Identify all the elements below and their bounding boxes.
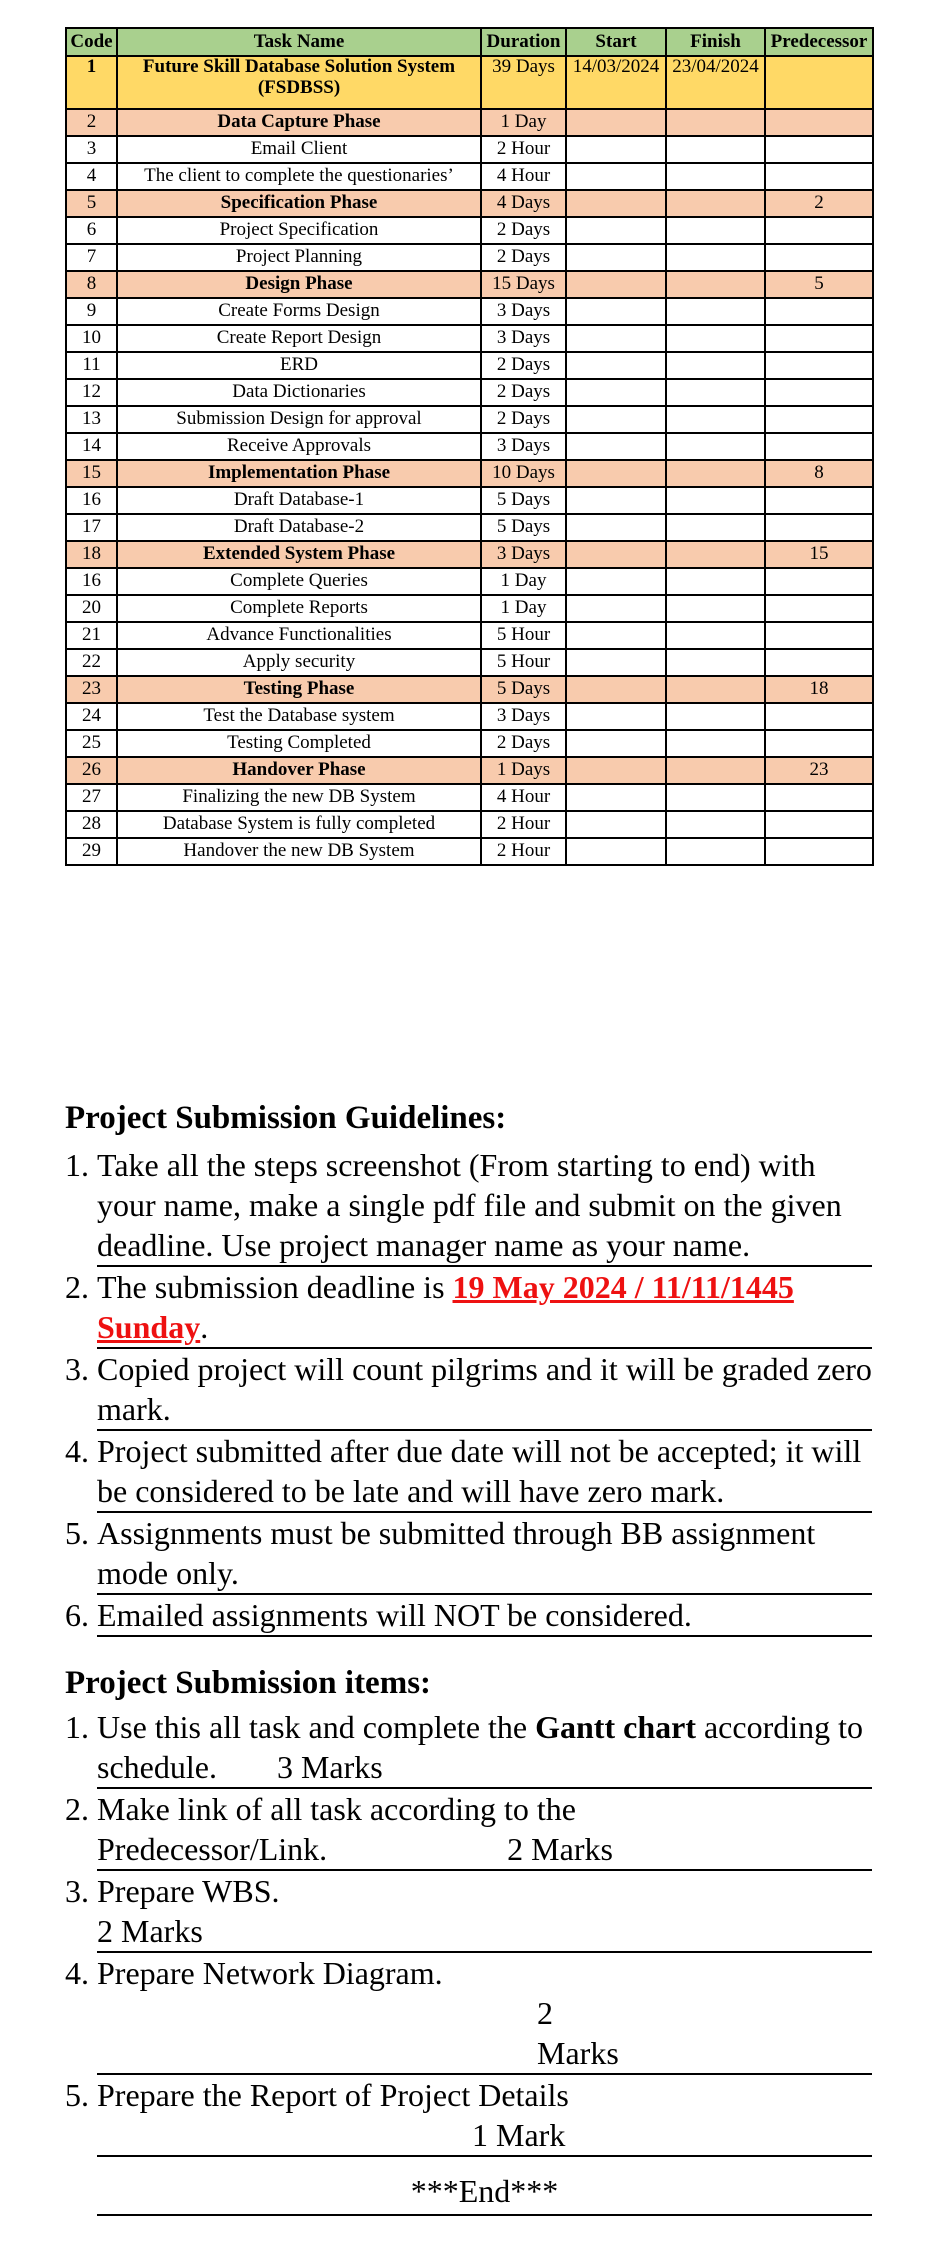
cell-start <box>566 460 666 487</box>
cell-code: 26 <box>66 757 117 784</box>
cell-task-name: Email Client <box>117 136 481 163</box>
cell-predecessor <box>765 838 873 865</box>
cell-predecessor <box>765 325 873 352</box>
deadline-highlight: 19 May 2024 / 11/11/1445 Sunday <box>97 1269 794 1345</box>
table-row <box>66 136 873 163</box>
cell-duration: 5 Hour <box>481 622 566 649</box>
cell-finish <box>666 244 765 271</box>
cell-finish <box>666 514 765 541</box>
table-row <box>66 406 873 433</box>
cell-finish <box>666 487 765 514</box>
cell-finish <box>666 298 765 325</box>
guideline-item: 3. Copied project will count pilgrims and it will be graded zero mark. <box>65 1349 872 1431</box>
guideline-item: 2. The submission deadline is 19 May 2024 / 11/11/1445 Sunday. <box>65 1267 872 1349</box>
cell-duration: 4 Hour <box>481 784 566 811</box>
cell-task-name: Complete Queries <box>117 568 481 595</box>
cell-start <box>566 595 666 622</box>
cell-finish <box>666 271 765 298</box>
phase-row <box>66 460 873 487</box>
cell-duration: 1 Days <box>481 757 566 784</box>
table-row <box>66 163 873 190</box>
submission-item: 3. Prepare WBS. 2 Marks <box>65 1871 872 1953</box>
cell-finish <box>666 622 765 649</box>
cell-task-name: Extended System Phase <box>117 541 481 568</box>
table-row <box>66 811 873 838</box>
cell-code: 12 <box>66 379 117 406</box>
cell-task-name: Project Planning <box>117 244 481 271</box>
cell-task-name: Complete Reports <box>117 595 481 622</box>
cell-predecessor: 2 <box>765 190 873 217</box>
guidelines-list <box>65 1145 872 1637</box>
table-row <box>66 325 873 352</box>
cell-duration: 5 Days <box>481 676 566 703</box>
cell-duration: 2 Hour <box>481 136 566 163</box>
cell-task-name: Data Dictionaries <box>117 379 481 406</box>
cell-finish <box>666 595 765 622</box>
cell-duration: 2 Days <box>481 244 566 271</box>
cell-start <box>566 730 666 757</box>
submission-title: Project Submission items: <box>65 1665 432 1701</box>
cell-predecessor: 15 <box>765 541 873 568</box>
table-row <box>66 730 873 757</box>
cell-start <box>566 244 666 271</box>
cell-task-name: Specification Phase <box>117 190 481 217</box>
cell-start <box>566 811 666 838</box>
cell-task-name: Submission Design for approval <box>117 406 481 433</box>
project-row <box>66 56 873 109</box>
submission-item: 2. Make link of all task according to the Predecessor/Link. 2 Marks <box>65 1789 872 1871</box>
cell-code: 5 <box>66 190 117 217</box>
cell-task-name: Data Capture Phase <box>117 109 481 136</box>
cell-duration: 10 Days <box>481 460 566 487</box>
table-row <box>66 352 873 379</box>
cell-code: 16 <box>66 568 117 595</box>
submission-item: 5. Prepare the Report of Project Details 1 Mark <box>65 2075 872 2157</box>
table-row <box>66 649 873 676</box>
cell-duration: 2 Days <box>481 730 566 757</box>
cell-task-name: Apply security <box>117 649 481 676</box>
cell-start <box>566 622 666 649</box>
cell-code: 8 <box>66 271 117 298</box>
cell-code: 1 <box>66 56 117 109</box>
cell-task-name: Finalizing the new DB System <box>117 784 481 811</box>
task-table <box>65 27 874 866</box>
cell-finish <box>666 352 765 379</box>
cell-start <box>566 190 666 217</box>
cell-start <box>566 433 666 460</box>
cell-duration: 4 Days <box>481 190 566 217</box>
cell-start <box>566 757 666 784</box>
cell-duration: 15 Days <box>481 271 566 298</box>
cell-start <box>566 217 666 244</box>
cell-predecessor <box>765 163 873 190</box>
cell-start <box>566 784 666 811</box>
cell-code: 9 <box>66 298 117 325</box>
cell-predecessor: 5 <box>765 271 873 298</box>
phase-row <box>66 190 873 217</box>
cell-duration: 5 Days <box>481 487 566 514</box>
task-table-body <box>66 56 873 865</box>
cell-predecessor <box>765 595 873 622</box>
cell-task-name: Advance Functionalities <box>117 622 481 649</box>
cell-predecessor <box>765 244 873 271</box>
cell-predecessor: 18 <box>765 676 873 703</box>
cell-task-name: Handover Phase <box>117 757 481 784</box>
cell-finish <box>666 703 765 730</box>
cell-duration: 5 Hour <box>481 649 566 676</box>
cell-finish <box>666 406 765 433</box>
table-row <box>66 622 873 649</box>
cell-start <box>566 406 666 433</box>
cell-finish <box>666 838 765 865</box>
cell-duration: 2 Days <box>481 217 566 244</box>
cell-start <box>566 649 666 676</box>
phase-row <box>66 541 873 568</box>
cell-code: 16 <box>66 487 117 514</box>
cell-start <box>566 541 666 568</box>
cell-predecessor <box>765 109 873 136</box>
cell-duration: 3 Days <box>481 433 566 460</box>
guidelines-title: Project Submission Guidelines: <box>65 1100 507 1136</box>
cell-start <box>566 487 666 514</box>
cell-start <box>566 703 666 730</box>
cell-start <box>566 298 666 325</box>
cell-code: 11 <box>66 352 117 379</box>
table-header-row <box>66 28 873 56</box>
cell-finish <box>666 109 765 136</box>
cell-duration: 2 Days <box>481 379 566 406</box>
cell-predecessor: 8 <box>765 460 873 487</box>
cell-start <box>566 676 666 703</box>
cell-code: 6 <box>66 217 117 244</box>
cell-code: 25 <box>66 730 117 757</box>
cell-duration: 2 Days <box>481 406 566 433</box>
cell-predecessor <box>765 730 873 757</box>
phase-row <box>66 109 873 136</box>
cell-finish <box>666 676 765 703</box>
cell-start <box>566 568 666 595</box>
table-row <box>66 703 873 730</box>
phase-row <box>66 757 873 784</box>
cell-predecessor <box>765 217 873 244</box>
cell-task-name: Project Specification <box>117 217 481 244</box>
cell-task-name: Draft Database-1 <box>117 487 481 514</box>
cell-finish <box>666 190 765 217</box>
table-row <box>66 595 873 622</box>
marks-value: 2 Marks <box>537 1995 619 2071</box>
cell-code: 3 <box>66 136 117 163</box>
cell-predecessor: 23 <box>765 757 873 784</box>
cell-code: 15 <box>66 460 117 487</box>
table-row <box>66 514 873 541</box>
cell-code: 24 <box>66 703 117 730</box>
cell-start <box>566 352 666 379</box>
cell-finish <box>666 811 765 838</box>
cell-predecessor <box>765 703 873 730</box>
cell-task-name: Testing Completed <box>117 730 481 757</box>
cell-task-name: Create Report Design <box>117 325 481 352</box>
table-row <box>66 568 873 595</box>
cell-predecessor <box>765 649 873 676</box>
cell-predecessor <box>765 514 873 541</box>
cell-duration: 4 Hour <box>481 163 566 190</box>
table-row <box>66 838 873 865</box>
cell-duration: 39 Days <box>481 56 566 109</box>
phase-row <box>66 271 873 298</box>
cell-task-name: Receive Approvals <box>117 433 481 460</box>
table-row <box>66 298 873 325</box>
header-task-name: Task Name <box>117 28 481 56</box>
guideline-item: 1. Take all the steps screenshot (From starting to end) with your name, make a single pdf file and submit on the given deadline. Use project manager name as your name. <box>65 1145 872 1267</box>
table-row <box>66 217 873 244</box>
table-row <box>66 244 873 271</box>
cell-finish <box>666 730 765 757</box>
cell-finish <box>666 649 765 676</box>
cell-duration: 3 Days <box>481 541 566 568</box>
cell-predecessor <box>765 568 873 595</box>
cell-duration: 1 Day <box>481 568 566 595</box>
table-row <box>66 379 873 406</box>
cell-predecessor <box>765 811 873 838</box>
header-finish: Finish <box>666 28 765 56</box>
cell-code: 27 <box>66 784 117 811</box>
cell-finish: 23/04/2024 <box>666 56 765 109</box>
cell-start: 14/03/2024 <box>566 56 666 109</box>
cell-predecessor <box>765 136 873 163</box>
cell-start <box>566 163 666 190</box>
cell-code: 29 <box>66 838 117 865</box>
cell-task-name: Implementation Phase <box>117 460 481 487</box>
cell-predecessor <box>765 56 873 109</box>
cell-code: 18 <box>66 541 117 568</box>
cell-predecessor <box>765 433 873 460</box>
cell-finish <box>666 325 765 352</box>
cell-task-name: Create Forms Design <box>117 298 481 325</box>
cell-code: 22 <box>66 649 117 676</box>
cell-task-name: Design Phase <box>117 271 481 298</box>
header-predecessor: Predecessor <box>765 28 873 56</box>
cell-start <box>566 838 666 865</box>
table-row <box>66 433 873 460</box>
cell-predecessor <box>765 487 873 514</box>
cell-duration: 5 Days <box>481 514 566 541</box>
cell-code: 4 <box>66 163 117 190</box>
cell-task-name: Future Skill Database Solution System (FSDBSS) <box>117 56 481 109</box>
cell-code: 14 <box>66 433 117 460</box>
cell-predecessor <box>765 406 873 433</box>
cell-start <box>566 136 666 163</box>
marks-value: 1 Mark <box>472 2117 566 2153</box>
cell-task-name: Draft Database-2 <box>117 514 481 541</box>
cell-duration: 3 Days <box>481 703 566 730</box>
cell-finish <box>666 568 765 595</box>
cell-predecessor <box>765 784 873 811</box>
cell-duration: 2 Days <box>481 352 566 379</box>
cell-finish <box>666 460 765 487</box>
marks-value: 3 Marks <box>276 1749 383 1785</box>
submission-list <box>65 1707 872 2157</box>
cell-code: 28 <box>66 811 117 838</box>
header-code: Code <box>66 28 117 56</box>
cell-start <box>566 271 666 298</box>
cell-task-name: Handover the new DB System <box>117 838 481 865</box>
cell-finish <box>666 784 765 811</box>
cell-task-name: Testing Phase <box>117 676 481 703</box>
cell-finish <box>666 136 765 163</box>
cell-duration: 3 Days <box>481 325 566 352</box>
cell-duration: 3 Days <box>481 298 566 325</box>
cell-task-name: ERD <box>117 352 481 379</box>
cell-finish <box>666 757 765 784</box>
cell-predecessor <box>765 298 873 325</box>
gantt-chart-term: Gantt chart <box>535 1709 696 1745</box>
cell-start <box>566 514 666 541</box>
end-marker: ***End*** <box>97 2168 872 2216</box>
cell-predecessor <box>765 379 873 406</box>
cell-finish <box>666 433 765 460</box>
cell-predecessor <box>765 352 873 379</box>
cell-start <box>566 109 666 136</box>
cell-start <box>566 325 666 352</box>
cell-code: 20 <box>66 595 117 622</box>
cell-finish <box>666 541 765 568</box>
cell-duration: 1 Day <box>481 109 566 136</box>
table-row <box>66 487 873 514</box>
cell-finish <box>666 379 765 406</box>
guideline-item: 4. Project submitted after due date will not be accepted; it will be considered to be late and will have zero mark. <box>65 1431 872 1513</box>
submission-item: 4. Prepare Network Diagram.2 Marks <box>65 1953 872 2075</box>
cell-start <box>566 379 666 406</box>
cell-duration: 1 Day <box>481 595 566 622</box>
cell-predecessor <box>765 622 873 649</box>
cell-task-name: Database System is fully completed <box>117 811 481 838</box>
header-duration: Duration <box>481 28 566 56</box>
table-row <box>66 784 873 811</box>
guideline-item: 5. Assignments must be submitted through BB assignment mode only. <box>65 1513 872 1595</box>
guideline-item: 6. Emailed assignments will NOT be considered. <box>65 1595 872 1637</box>
marks-value: 2 Marks <box>507 1831 613 1867</box>
cell-code: 13 <box>66 406 117 433</box>
cell-duration: 2 Hour <box>481 838 566 865</box>
cell-code: 7 <box>66 244 117 271</box>
cell-task-name: The client to complete the questionaries’ <box>117 163 481 190</box>
header-start: Start <box>566 28 666 56</box>
cell-code: 21 <box>66 622 117 649</box>
cell-code: 23 <box>66 676 117 703</box>
cell-code: 2 <box>66 109 117 136</box>
phase-row <box>66 676 873 703</box>
cell-finish <box>666 217 765 244</box>
cell-task-name: Test the Database system <box>117 703 481 730</box>
cell-code: 17 <box>66 514 117 541</box>
submission-item: 1. Use this all task and complete the Gantt chart according to schedule. 3 Marks <box>65 1707 872 1789</box>
cell-code: 10 <box>66 325 117 352</box>
cell-finish <box>666 163 765 190</box>
cell-duration: 2 Hour <box>481 811 566 838</box>
marks-value: 2 Marks <box>97 1913 203 1949</box>
